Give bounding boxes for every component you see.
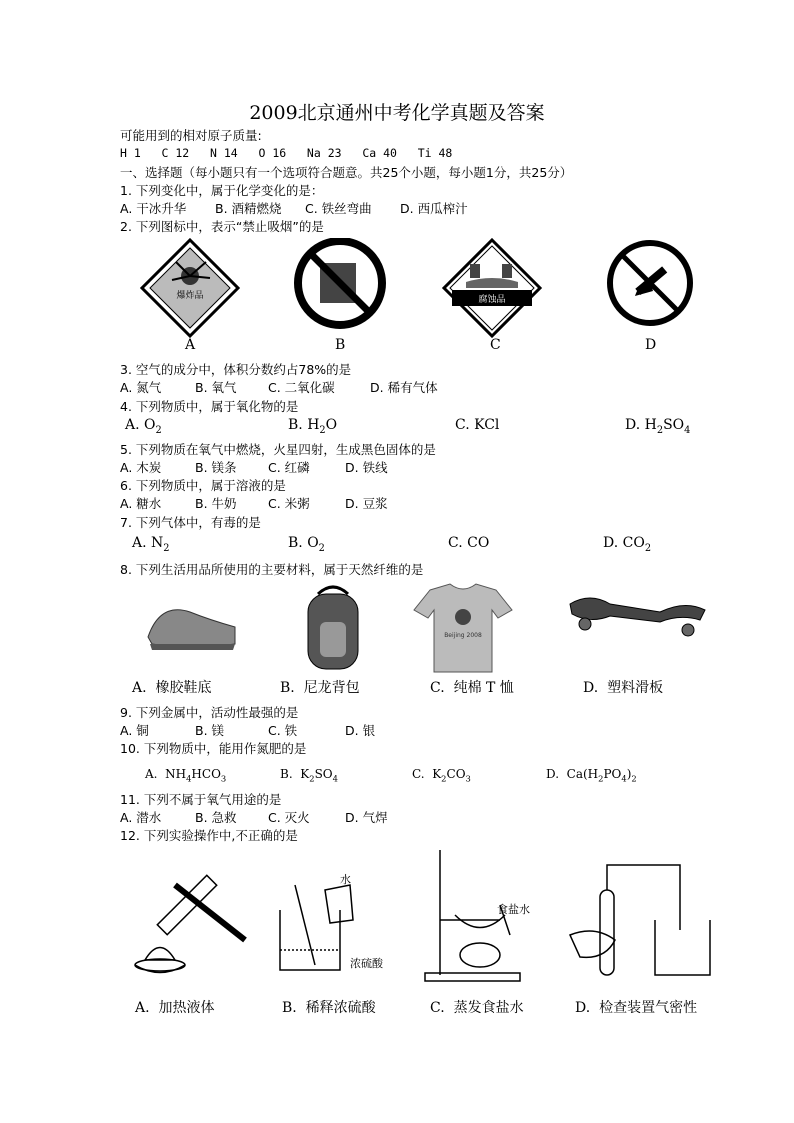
q10-option-a: A. $NH_4HCO_3$ (145, 767, 227, 784)
q4-option-b: B. $H_2O$ (288, 417, 338, 436)
water-label: 水 (340, 873, 351, 886)
q6-option-c: C. 米粥 (268, 496, 310, 511)
q1-option-c: C. 铁丝弯曲 (305, 201, 372, 216)
q12-option-d: D. 检查装置气密性 (575, 1000, 698, 1016)
backpack-icon (308, 587, 358, 669)
question-11-stem: 11. 下列不属于氧气用途的是 (120, 792, 282, 807)
q8-option-b: B. 尼龙背包 (280, 680, 360, 696)
svg-text:Beijing 2008: Beijing 2008 (444, 632, 482, 639)
q11-option-d: D. 气焊 (345, 810, 388, 825)
question-10-stem: 10. 下列物质中，能用作氮肥的是 (120, 741, 307, 756)
q3-option-d: D. 稀有气体 (370, 380, 438, 395)
q11-option-c: C. 灭火 (268, 810, 310, 825)
question-12-stem: 12. 下列实验操作中,不正确的是 (120, 828, 298, 843)
question-8-stem: 8. 下列生活用品所使用的主要材料，属于天然纤维的是 (120, 562, 424, 577)
diluting-acid-icon (280, 872, 384, 970)
tshirt-icon (414, 584, 512, 672)
q5-option-c: C. 红磷 (268, 460, 310, 475)
q6-option-d: D. 豆浆 (345, 496, 388, 511)
corrosive-sign-icon (444, 240, 540, 336)
question-6-stem: 6. 下列物质中，属于溶液的是 (120, 478, 286, 493)
q6-option-a: A. 糖水 (120, 496, 162, 511)
q12-option-a: A. 加热液体 (135, 1000, 215, 1016)
question-4-stem: 4. 下列物质中，属于氧化物的是 (120, 399, 299, 414)
q2-option-c: C (490, 337, 501, 353)
q1-option-d: D. 西瓜榨汁 (400, 201, 468, 216)
question-9-stem: 9. 下列金属中，活动性最强的是 (120, 705, 299, 720)
q11-option-a: A. 潜水 (120, 810, 162, 825)
q5-option-a: A. 木炭 (120, 460, 162, 475)
evaporating-icon (425, 850, 530, 981)
question-7-stem: 7. 下列气体中，有毒的是 (120, 515, 261, 530)
acid-label: 浓硫酸 (350, 957, 383, 970)
q11-option-b: B. 急救 (195, 810, 237, 825)
q12-option-c: C. 蒸发食盐水 (430, 1000, 524, 1016)
q2-option-a: A (185, 337, 196, 353)
corrosive-sign-label: 腐蚀品 (478, 295, 506, 305)
airtightness-icon (570, 865, 710, 975)
q9-option-d: D. 银 (345, 723, 376, 738)
lab-operations-figure (125, 845, 725, 990)
q1-option-a: A. 干冰升华 (120, 201, 187, 216)
q2-option-b: B (335, 337, 346, 353)
q7-option-a: A. $N_2$ (132, 535, 170, 554)
question-3-stem: 3. 空气的成分中，体积分数约占78%的是 (120, 362, 352, 377)
q7-option-c: C. CO (448, 535, 490, 551)
saltwater-label: 食盐水 (497, 903, 530, 916)
q8-option-c: C. 纯棉 T 恤 (430, 680, 514, 696)
no-smoking-sign-icon (610, 243, 690, 323)
skateboard-icon (570, 598, 705, 636)
q7-option-b: B. $O_2$ (288, 535, 325, 554)
q4-option-c: C. KCl (455, 417, 500, 433)
q7-option-d: D. $CO_2$ (603, 535, 652, 554)
page-title: 2009北京通州中考化学真题及答案 (249, 102, 545, 124)
atomic-masses: H 1 C 12 N 14 O 16 Na 23 Ca 40 Ti 48 (120, 146, 453, 160)
q12-option-b: B. 稀释浓硫酸 (282, 1000, 376, 1016)
q1-option-b: B. 酒精燃烧 (215, 201, 282, 216)
question-5-stem: 5. 下列物质在氧气中燃烧，火星四射，生成黑色固体的是 (120, 442, 436, 457)
no-fire-b-sign-icon (298, 241, 382, 325)
q8-option-a: A. 橡胶鞋底 (132, 680, 212, 696)
shoe-icon (148, 610, 235, 650)
q10-option-d: D. $Ca(H_2PO_4)_2$ (546, 767, 637, 784)
question-2-stem: 2. 下列图标中，表示“禁止吸烟”的是 (120, 219, 324, 234)
q2-option-d: D (645, 337, 657, 353)
section-heading: 一、选择题（每小题只有一个选项符合题意。共25个小题，每小题1分，共25分） (120, 165, 573, 180)
q9-option-a: A. 铜 (120, 723, 149, 738)
q5-option-b: B. 镁条 (195, 460, 237, 475)
heating-liquid-icon (135, 875, 245, 972)
question-1-stem: 1. 下列变化中，属于化学变化的是： (120, 183, 324, 198)
q5-option-d: D. 铁线 (345, 460, 388, 475)
q3-option-a: A. 氮气 (120, 380, 162, 395)
q10-option-b: B. $K_2SO_4$ (280, 767, 338, 784)
q6-option-b: B. 牛奶 (195, 496, 237, 511)
explosive-sign-icon (142, 240, 238, 336)
materials-figure (140, 582, 720, 677)
q3-option-c: C. 二氧化碳 (268, 380, 335, 395)
atomic-mass-label: 可能用到的相对原子质量: (120, 128, 262, 143)
q10-option-c: C. $K_2CO_3$ (412, 767, 471, 784)
q8-option-d: D. 塑料滑板 (583, 680, 664, 696)
q9-option-c: C. 铁 (268, 723, 298, 738)
q3-option-b: B. 氧气 (195, 380, 237, 395)
warning-signs-figure (140, 238, 730, 338)
q4-option-d: D. $H_2SO_4$ (625, 417, 691, 436)
q4-option-a: A. $O_2$ (125, 417, 162, 436)
q9-option-b: B. 镁 (195, 723, 225, 738)
explosive-sign-label: 爆炸品 (176, 291, 204, 301)
